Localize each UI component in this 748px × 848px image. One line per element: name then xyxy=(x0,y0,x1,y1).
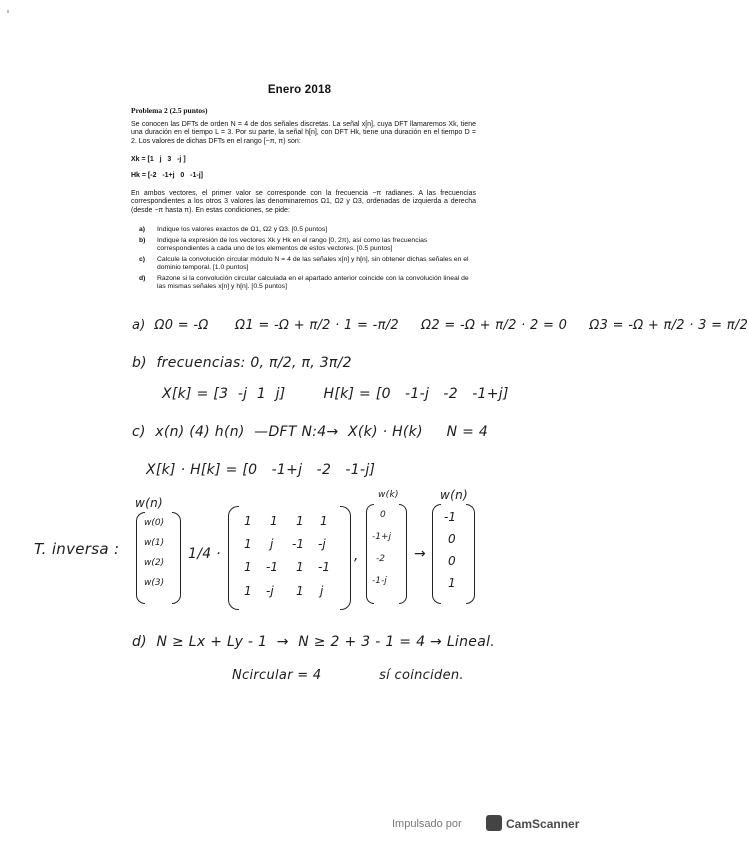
matrix-cell: -1 xyxy=(292,537,304,551)
answer-b-frequencies: b) frecuencias: 0, π/2, π, 3π/2 xyxy=(132,355,352,371)
w-n-label-left: w(n) xyxy=(135,496,163,510)
w-entry: w(2) xyxy=(144,558,165,568)
problem-heading: Problema 2 (2.5 puntos) xyxy=(131,106,208,115)
question-letter: a) xyxy=(139,226,146,233)
matrix-cell: -j xyxy=(266,584,274,598)
question-text: Razone si la convolución circular calculada en el apartado anterior coincide con la convolución lineal de las mismas señales x[n] y h[n]. [0.5 puntos] xyxy=(157,275,469,290)
matrix-cell: 1 xyxy=(244,560,252,574)
wn-entry: -1 xyxy=(444,510,456,524)
matrix-cell: 1 xyxy=(244,537,252,551)
matrix-cell: 1 xyxy=(296,560,304,574)
matrix-cell: -1 xyxy=(318,560,330,574)
right-bracket xyxy=(172,512,181,604)
matrix-cell: 1 xyxy=(296,514,304,528)
arrow-equals: → xyxy=(414,546,427,562)
answer-d-condition: d) N ≥ Lx + Ly - 1 → N ≥ 2 + 3 - 1 = 4 → Lineal. xyxy=(132,634,496,650)
w-n-vector xyxy=(136,512,180,604)
right-bracket xyxy=(399,504,407,604)
matrix-cell: 1 xyxy=(244,584,252,598)
matrix-cell: 1 xyxy=(244,514,252,528)
question-item xyxy=(139,226,476,234)
answer-c-product: X[k] · H[k] = [0 -1+j -2 -1-j] xyxy=(146,462,376,478)
question-item xyxy=(139,275,476,291)
w-k-vector xyxy=(366,504,406,604)
answer-d-conclusion: Ncircular = 4 sí coinciden. xyxy=(232,668,464,683)
question-text: Indique la expresión de los vectores Xk y Hk en el rango [0, 2π), así como las frecuencias correspondientes a cada uno de los elementos de estos vectores. [0.5 puntos] xyxy=(157,237,428,252)
matrix-cell: j xyxy=(270,537,274,551)
wk-entry: -1+j xyxy=(372,532,392,542)
camscanner-logo xyxy=(486,815,502,831)
hk-vector-line: Hk = [-2 -1+j 0 -1-j] xyxy=(131,172,203,179)
matrix-cell: 1 xyxy=(270,514,278,528)
question-letter: c) xyxy=(139,256,146,263)
wk-entry: -1-j xyxy=(372,576,387,586)
page-title: Enero 2018 xyxy=(267,84,332,96)
answer-c-convolution: c) x(n) (4) h(n) —DFT N:4→ X(k) · H(k) N = 4 xyxy=(132,424,489,440)
idft-matrix xyxy=(228,506,350,610)
wk-entry: 0 xyxy=(380,510,386,520)
matrix-cell: 1 xyxy=(320,514,328,528)
w-k-label: w(k) xyxy=(378,490,399,500)
question-item xyxy=(139,256,476,272)
matrix-cell: -1 xyxy=(266,560,278,574)
w-n-label-right: w(n) xyxy=(440,488,468,502)
right-bracket xyxy=(340,506,351,610)
w-entry: w(3) xyxy=(144,578,165,588)
camscanner-brand: CamScanner xyxy=(506,817,580,831)
w-entry: w(1) xyxy=(144,538,165,548)
left-bracket xyxy=(432,504,441,604)
question-text: Calcule la convolución circular módulo N = 4 de las señales x[n] y h[n], sin obtener dichas señales en el dominio temporal. [1.0 puntos] xyxy=(157,256,469,271)
wk-entry: -2 xyxy=(376,554,385,564)
answer-a: a) Ω0 = -Ω Ω1 = -Ω + π/2 · 1 = -π/2 Ω2 = -Ω + π/2 · 2 = 0 Ω3 = -Ω + π/2 · 3 = π/2 xyxy=(132,318,748,333)
xk-vector-line: Xk = [1 j 3 -j ] xyxy=(131,156,186,163)
problem-intro: Se conocen las DFTs de orden N = 4 de dos señales discretas. La señal x[n], cuya DFT llamaremos Xk, tiene una duración en el tiempo L = 3. Por su parte, la señal h[n], con DFT Hk, tiene una duración en el tiempo D = 2. Los valores de dichas DFTs en el rango [−π, π) son: xyxy=(131,121,476,145)
wn-entry: 0 xyxy=(448,532,456,546)
question-letter: b) xyxy=(139,237,146,244)
comma-separator: , xyxy=(354,548,359,564)
scale-factor: 1/4 · xyxy=(188,546,221,562)
matrix-cell: j xyxy=(320,584,324,598)
matrix-cell: 1 xyxy=(296,584,304,598)
question-text: Indique los valores exactos de Ω1, Ω2 y Ω3. [0.5 puntos] xyxy=(157,226,328,233)
scan-speck xyxy=(7,10,9,13)
wn-entry: 0 xyxy=(448,554,456,568)
matrix-cell: -j xyxy=(318,537,326,551)
w-entry: w(0) xyxy=(144,518,165,528)
wn-entry: 1 xyxy=(448,576,456,590)
answer-b-vectors: X[k] = [3 -j 1 j] H[k] = [0 -1-j -2 -1+j] xyxy=(162,386,509,402)
powered-by-text: Impulsado por xyxy=(392,818,462,830)
w-n-result-vector xyxy=(432,504,474,604)
question-item xyxy=(139,237,476,253)
inverse-transform-label: T. inversa : xyxy=(34,540,120,558)
problem-conditions: En ambos vectores, el primer valor se corresponde con la frecuencia −π radianes. A las frecuencias correspondientes a los otros 3 valores las denominaremos Ω1, Ω2 y Ω3, ordenadas de izquierda a derecha (desde −π hasta π). En estas condiciones, se pide: xyxy=(131,190,476,214)
left-bracket xyxy=(366,504,374,604)
question-list xyxy=(139,226,476,294)
question-letter: d) xyxy=(139,275,146,282)
right-bracket xyxy=(466,504,475,604)
left-bracket xyxy=(228,506,239,610)
